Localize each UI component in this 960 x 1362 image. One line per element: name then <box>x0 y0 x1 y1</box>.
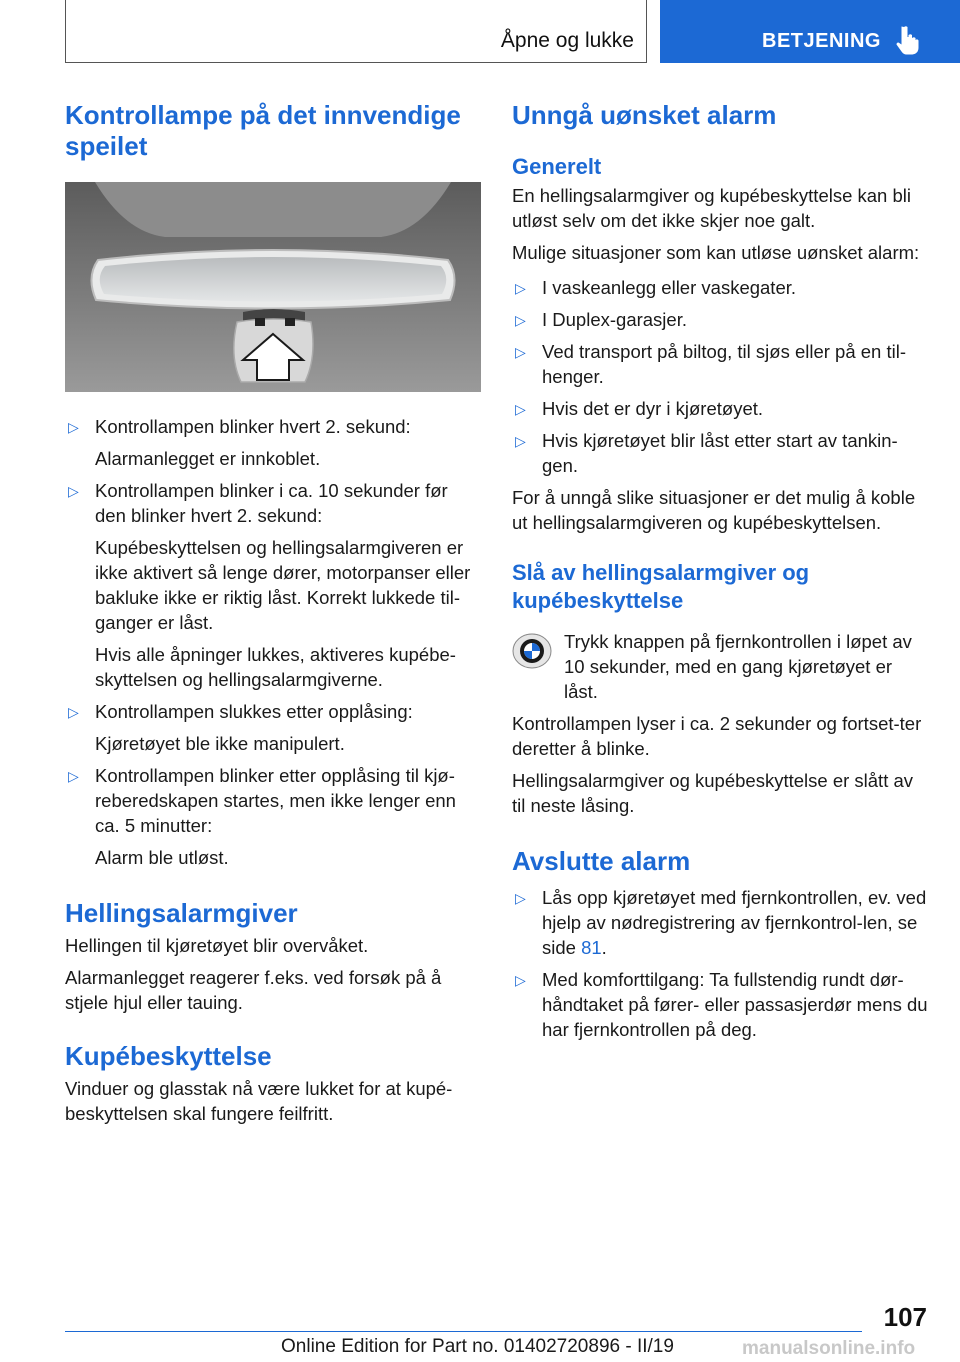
tilt-sensor-heading: Hellingsalarmgiver <box>65 898 298 928</box>
triangle-bullet-icon: ▷ <box>68 419 79 435</box>
footer-divider <box>65 1331 862 1332</box>
mirror-lamp-heading: Kontrollampe på det innvendige speilet <box>65 100 461 161</box>
right-column <box>512 100 928 1049</box>
list-item: ▷ I vaskeanlegg eller vaskegater. <box>515 277 797 298</box>
list-item: ▷ Ved transport på biltog, til sjøs eller på en til‐henger. <box>515 341 907 387</box>
list-item: ▷ I Duplex-garasjer. <box>515 309 687 330</box>
disable-paragraph: Kontrollampen lyser i ca. 2 sekunder og fortset‐ter deretter å blinke. <box>512 713 922 759</box>
list-item: ▷ Kontrollampen blinker i ca. 10 sekunder før den blinker hvert 2. sekund: Kupébeskyttelsen og hellingsalarmgiveren er ikke aktivert så lenge dører, motorpanser eller bakluke ikke er riktig låst. Korrekt lukkede til‐ganger er låst. Hvis alle åpninger lukkes, aktiveres kupébe‐skyttelsen og hellingsalarmgiverne. <box>68 480 471 690</box>
end-alarm-list <box>512 885 928 1042</box>
situations-list <box>512 275 928 478</box>
disable-subheading: Slå av hellingsalarmgiver og kupébeskyttelse <box>512 560 810 613</box>
triangle-bullet-icon: ▷ <box>515 401 526 417</box>
interior-mirror-illustration <box>65 182 481 392</box>
header-section-title: Åpne og lukke <box>500 29 634 52</box>
triangle-bullet-icon: ▷ <box>515 312 526 328</box>
watermark: manualsonline.info <box>742 1338 916 1359</box>
page-reference-link[interactable]: 81 <box>581 937 602 958</box>
page-number: 107 <box>883 1302 927 1332</box>
remote-key-instruction <box>512 629 928 704</box>
end-alarm-heading: Avslutte alarm <box>512 846 691 876</box>
header-chapter-label: BETJENING <box>762 30 881 52</box>
triangle-bullet-icon: ▷ <box>68 704 79 720</box>
bmw-remote-key-icon <box>512 631 552 671</box>
list-item: ▷ Lås opp kjøretøyet med fjernkontrollen, ev. ved hjelp av nødregistrering av fjernkontrol‐len, se side 81. <box>515 887 927 958</box>
triangle-bullet-icon: ▷ <box>515 344 526 360</box>
header-section-box <box>65 0 647 63</box>
avoid-alarm-heading: Unngå uønsket alarm <box>512 100 777 130</box>
general-paragraph: Mulige situasjoner som kan utløse uønsket alarm: <box>512 242 920 263</box>
general-paragraph: En hellingsalarmgiver og kupébeskyttelse kan bli utløst selv om det ikke skjer noe galt. <box>512 185 911 231</box>
mirror-lamp-list <box>65 414 481 870</box>
triangle-bullet-icon: ▷ <box>515 890 526 906</box>
general-paragraph: For å unngå slike situasjoner er det mulig å koble ut hellingsalarmgiveren og kupébeskyttelsen. <box>512 487 916 533</box>
disable-paragraph: Trykk knappen på fjernkontrollen i løpet av 10 sekunder, med en gang kjøretøyet er låst. <box>564 631 912 702</box>
list-item: ▷ Kontrollampen blinker hvert 2. sekund: Alarmanlegget er innkoblet. <box>68 416 411 469</box>
triangle-bullet-icon: ▷ <box>515 972 526 988</box>
disable-paragraph: Hellingsalarmgiver og kupébeskyttelse er slått av til neste låsing. <box>512 770 914 816</box>
cabin-protection-heading: Kupébeskyttelse <box>65 1041 272 1071</box>
cabin-paragraph: Vinduer og glasstak nå være lukket for at kupé‐beskyttelsen skal fungere feilfritt. <box>65 1078 453 1124</box>
list-item: ▷ Kontrollampen slukkes etter opplåsing: Kjøretøyet ble ikke manipulert. <box>68 701 413 754</box>
triangle-bullet-icon: ▷ <box>68 483 79 499</box>
list-item: ▷ Med komforttilgang: Ta fullstendig rundt dør‐håndtaket på fører- eller passasjerdør mens du har fjernkontrollen på deg. <box>515 969 928 1040</box>
tilt-paragraph: Alarmanlegget reagerer f.eks. ved forsøk på å stjele hjul eller tauing. <box>65 967 442 1013</box>
triangle-bullet-icon: ▷ <box>515 280 526 296</box>
header-chapter-tab[interactable] <box>660 0 960 63</box>
general-subheading: Generelt <box>512 154 602 179</box>
list-item: ▷ Hvis det er dyr i kjøretøyet. <box>515 398 764 419</box>
list-item: ▷ Hvis kjøretøyet blir låst etter start av tankin‐gen. <box>515 430 898 476</box>
tilt-paragraph: Hellingen til kjøretøyet blir overvåket. <box>65 935 369 956</box>
footer-edition: Online Edition for Part no. 01402720896 - II/19 <box>281 1336 674 1357</box>
triangle-bullet-icon: ▷ <box>515 433 526 449</box>
list-item: ▷ Kontrollampen blinker etter opplåsing til kjø‐reberedskapen startes, men ikke lenger enn ca. 5 minutter: Alarm ble utløst. <box>68 765 456 868</box>
triangle-bullet-icon: ▷ <box>68 768 79 784</box>
left-column <box>65 100 481 1126</box>
pointing-hand-icon <box>895 25 921 55</box>
